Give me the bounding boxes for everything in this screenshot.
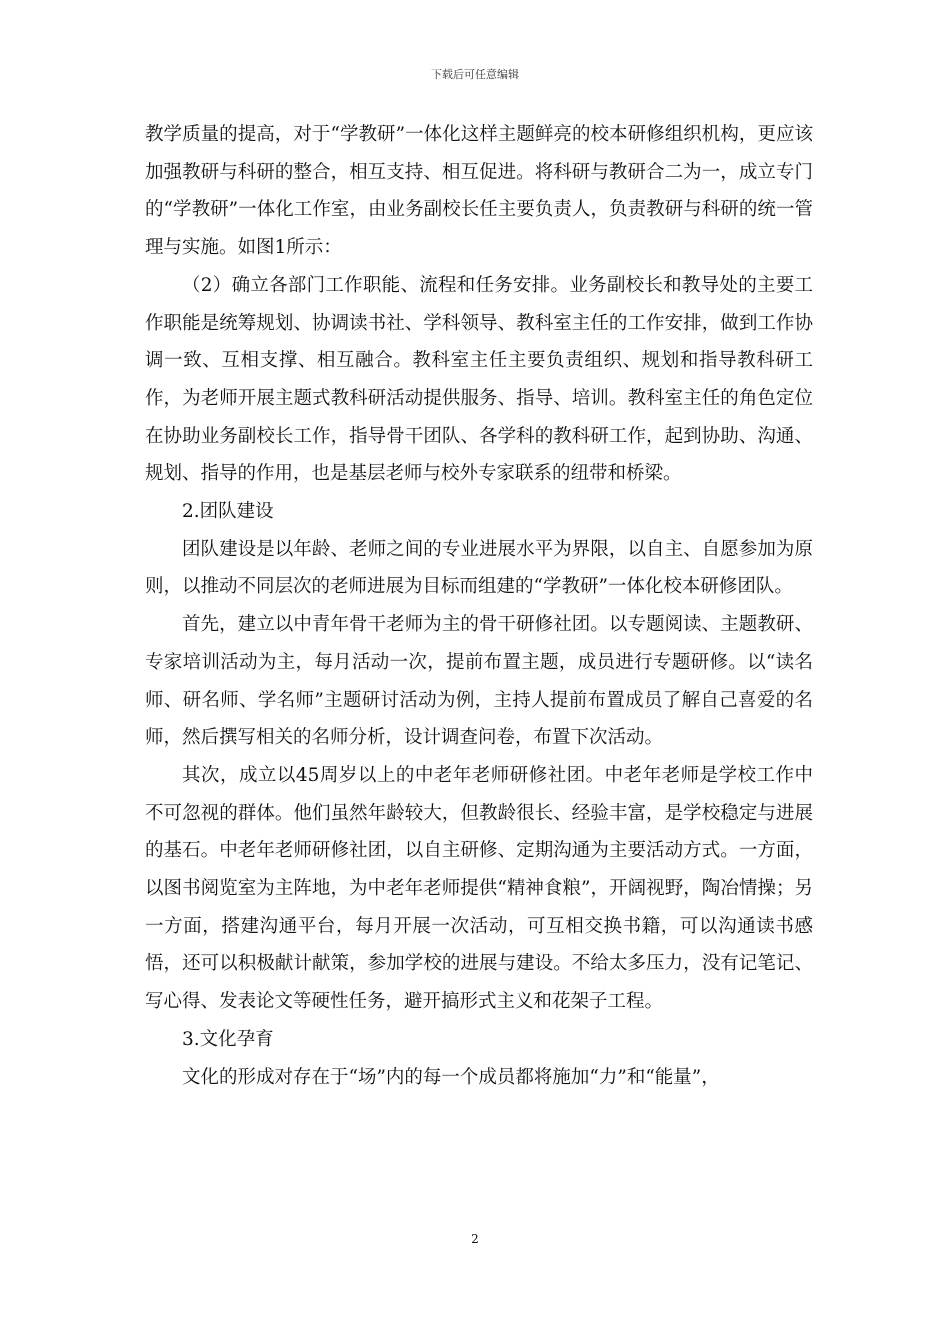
body-text: [145, 116, 813, 1096]
paragraph: 首先，建立以中青年骨干老师为主的骨干研修社团。以专题阅读、主题教研、专家培训活动为主，每月活动一次，提前布置主题，成员进行专题研修。以“读名师、研名师、学名师”主题研讨活动为例，主持人提前布置成员了解自己喜爱的名师，然后撰写相关的名师分析，设计调查问卷，布置下次活动。: [145, 614, 813, 749]
paragraph: 其次，成立以45周岁以上的中老年老师研修社团。中老年老师是学校工作中不可忽视的群体。他们虽然年龄较大，但教龄很长、经验丰富，是学校稳定与进展的基石。中老年老师研修社团，以自主研修、定期沟通为主要活动方式。一方面，以图书阅览室为主阵地，为中老年老师提供“精神食粮”，开阔视野，陶冶情操；另一方面，搭建沟通平台，每月开展一次活动，可互相交换书籍，可以沟通读书感悟，还可以积极献计献策，参加学校的进展与建设。不给太多压力，没有记笔记、写心得、发表论文等硬性任务，避开搞形式主义和花架子工程。: [145, 764, 813, 1013]
paragraph: 团队建设是以年龄、老师之间的专业进展水平为界限，以自主、自愿参加为原则，以推动不同层次的老师进展为目标而组建的“学教研”一体化校本研修团队。: [145, 538, 813, 598]
paragraph: 教学质量的提高，对于“学教研”一体化这样主题鲜亮的校本研修组织机构，更应该加强教研与科研的整合，相互支持、相互促进。将科研与教研合二为一，成立专门的“学教研”一体化工作室，由业务副校长任主要负责人，负责教研与科研的统一管理与实施。如图1所示：: [145, 124, 813, 259]
page-number: 2: [471, 1232, 479, 1246]
paragraph: （2）确立各部门工作职能、流程和任务安排。业务副校长和教导处的主要工作职能是统筹规划、协调读书社、学科领导、教科室主任的工作安排，做到工作协调一致、互相支撑、相互融合。教科室主任主要负责组织、规划和指导教科研工作，为老师开展主题式教科研活动提供服务、指导、培训。教科室主任的角色定位在协助业务副校长工作，指导骨干团队、各学科的教科研工作，起到协助、沟通、规划、指导的作用，也是基层老师与校外专家联系的纽带和桥梁。: [145, 274, 813, 485]
section-heading: 3.文化孕育: [182, 1028, 274, 1050]
section-heading: 2.团队建设: [182, 501, 274, 523]
page-header: 下载后可任意编辑: [431, 68, 519, 81]
paragraph: 文化的形成对存在于“场”内的每一个成员都将施加“力”和“能量”，: [182, 1066, 720, 1088]
